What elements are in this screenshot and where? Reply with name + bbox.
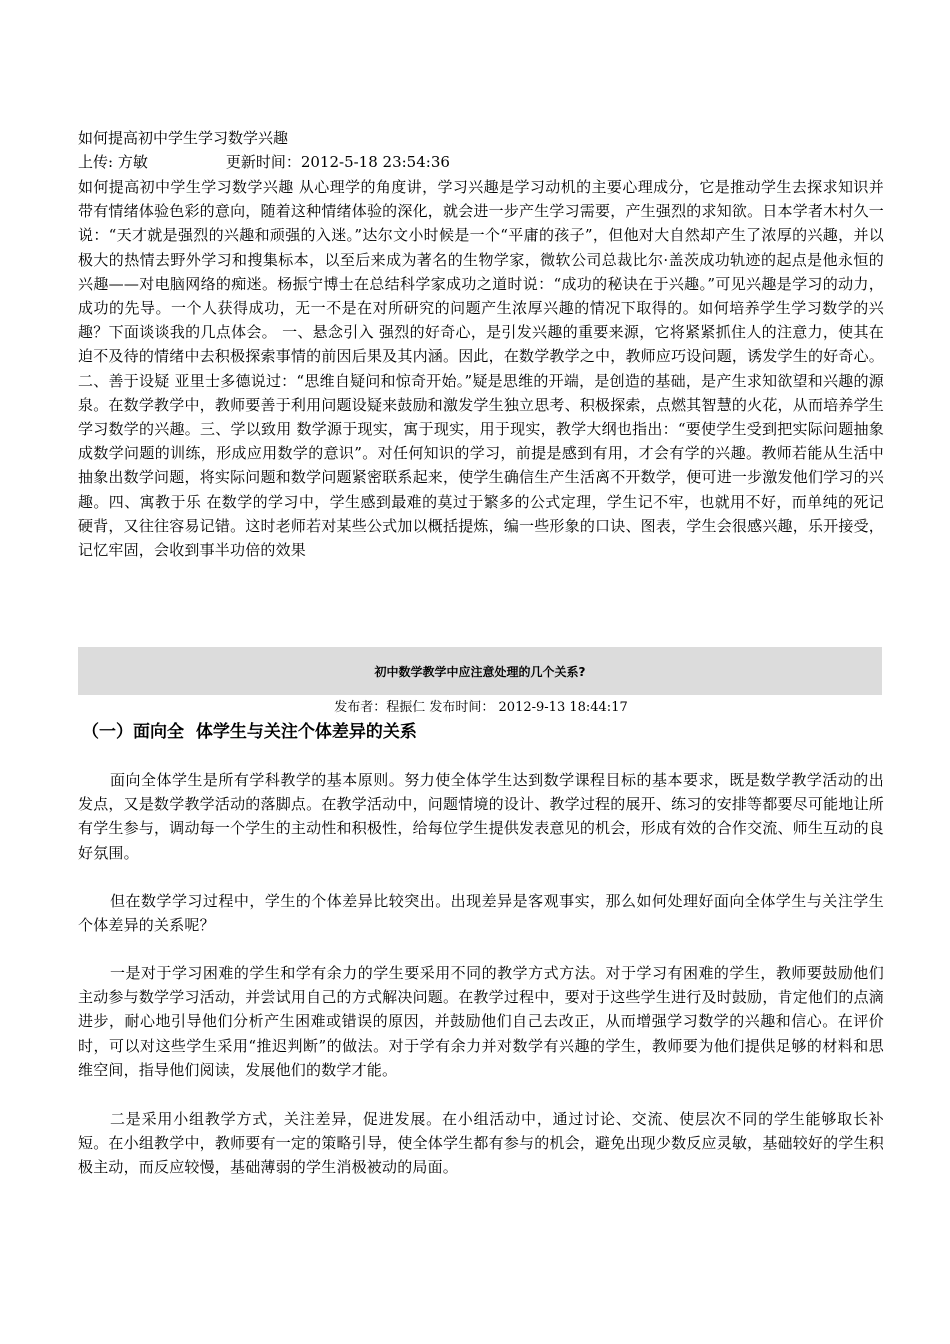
article-body: 如何提高初中学生学习数学兴趣 从心理学的角度讲，学习兴趣是学习动机的主要心理成分，它是推动学生去探求知识并带有情绪体验色彩的意向，随着这种情绪体验的深化，就会进一步产生学习需要，产生强烈的求知欲。日本学者木村久一说：“天才就是强烈的兴趣和顽强的入迷。”达尔文小时候是一个“平庸的孩子”，但他对大自然却产生了浓厚的兴趣，并以极大的热情去野外学习和搜集标本，以至后来成为著名的生物学家，微软公司总裁比尔·盖茨成功轨迹的起点是他永恒的兴趣——对电脑网络的痴迷。杨振宁博士在总结科学家成功之道时说：“成功的秘诀在于兴趣。”可见兴趣是学习的动力，成功的先导。一个人获得成功，无一不是在对所研究的问题产生浓厚兴趣的情况下取得的。如何培养学生学习数学的兴趣？下面谈谈我的几点体会。 一、悬念引入 强烈的好奇心，是引发兴趣的重要来源，它将紧紧抓住人的注意力，使其在迫不及待的情绪中去积极探索事情的前因后果及其内涵。因此，在数学教学之中，教师应巧设问题，诱发学生的好奇心。二、善于设疑 亚里士多德说过：“思维自疑问和惊奇开始。”疑是思维的开端，是创造的基础，是产生求知欲望和兴趣的源泉。在数学教学中，教师要善于利用问题设疑来鼓励和激发学生独立思考、积极探索，点燃其智慧的火花，从而培养学生学习数学的兴趣。三、学以致用 数学源于现实，寓于现实，用于现实，教学大纲也指出：“要使学生受到把实际问题抽象成数学问题的训练，形成应用数学的意识”。对任何知识的学习，前提是感到有用，才会有学的兴趣。教师若能从生活中抽象出数学问题，将实际问题和数学问题紧密联系起来，使学生确信生产生活离不开数学，便可进一步激发他们学习的兴趣。四、寓教于乐 在数学的学习中，学生感到最难的莫过于繁多的公式定理，学生记不牢，也就用不好，而单纯的死记硬背，又往往容易记错。这时老师若对某些公式加以概括提炼，编一些形象的口诀、图表，学生会很感兴趣，乐开接受，记忆牢固，会收到事半功倍的效果 [78,178,884,560]
update-time: 更新时间：2012-5-18 23:54:36 [225,153,450,171]
paragraph: 面向全体学生是所有学科教学的基本原则。努力使全体学生达到数学课程目标的基本要求，既是数学教学活动的出发点，又是数学教学活动的落脚点。在教学活动中，问题情境的设计、教学过程的展开、练习的安排等都要尽可能地让所有学生参与，调动每一个学生的主动性和积极性，给每位学生提供发表意见的机会，形成有效的合作交流、师生互动的良好氛围。 [78,771,884,862]
article-meta [78,151,450,173]
paragraph: 一是对于学习困难的学生和学有余力的学生要采用不同的教学方式方法。对于学习有困难的学生，教师要鼓励他们主动参与数学学习活动，并尝试用自己的方式解决问题。在教学过程中，要对于这些学生进行及时鼓励，肯定他们的点滴进步，耐心地引导他们分析产生困难或错误的原因，并鼓励他们自己去改正，从而增强学习数学的兴趣和信心。在评价时，可以对这些学生采用“推迟判断”的做法。对于学有余力并对数学有兴趣的学生，教师要为他们提供足够的材料和思维空间，指导他们阅读，发展他们的数学才能。 [78,964,884,1079]
section-banner [78,647,882,695]
paragraph: 但在数学学习过程中，学生的个体差异比较突出。出现差异是客观事实，那么如何处理好面向全体学生与关注学生个体差异的关系呢？ [78,892,884,935]
section-title: 初中数学教学中应注意处理的几个关系? [374,664,586,679]
publish-meta: 发布者：程振仁 发布时间： 2012-9-13 18:44:17 [334,700,628,715]
paragraph: 二是采用小组教学方式，关注差异，促进发展。在小组活动中，通过讨论、交流、使层次不同的学生能够取长补短。在小组教学中，教师要有一定的策略引导，使全体学生都有参与的机会，避免出现少数反应灵敏，基础较好的学生积极主动，而反应较慢，基础薄弱的学生消极被动的局面。 [78,1110,884,1177]
uploader: 上传: 方敏 [78,153,148,171]
section-heading: （一）面向全 体学生与关注个体差异的关系 [82,722,417,742]
article-title: 如何提高初中学生学习数学兴趣 [78,129,289,147]
